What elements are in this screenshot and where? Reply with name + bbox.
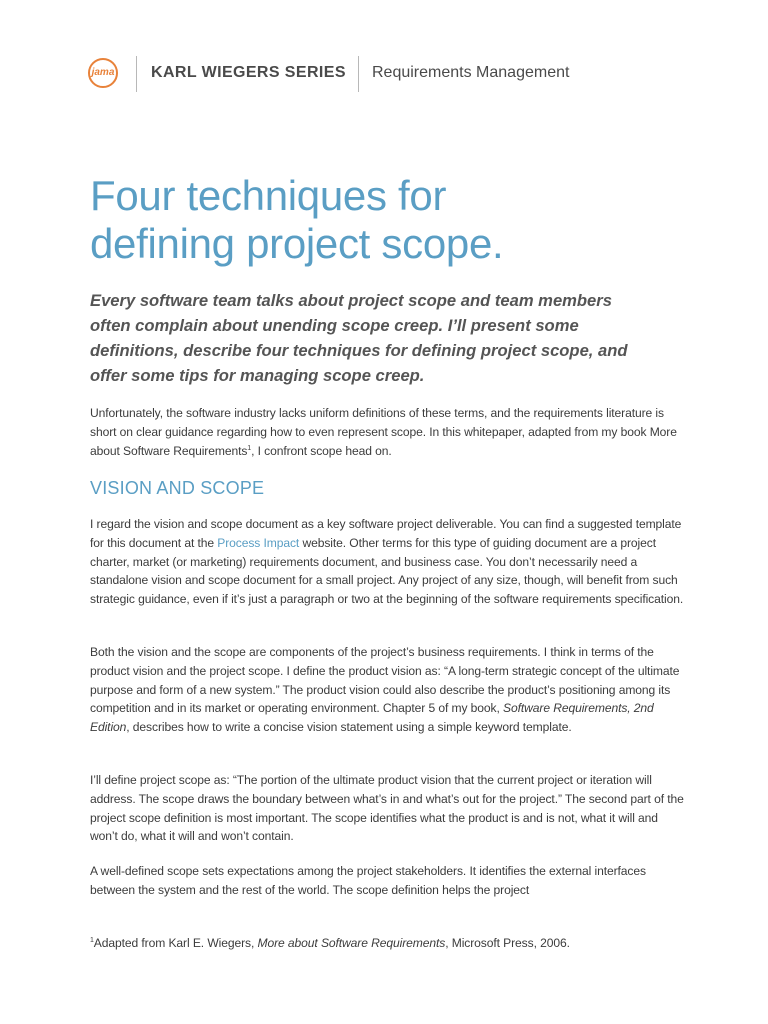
section-heading: VISION AND SCOPE xyxy=(90,478,265,498)
paragraph-text: Unfortunately, the software industry lacks uniform definitions of these terms, and the requirements literature is short on clear guidance regarding how to even represent scope. In this whitepaper, adapted from my book More about Software Requirements xyxy=(90,406,677,458)
paragraph-text: , I confront scope head on. xyxy=(251,443,392,458)
paragraph-text: website. Other terms for this type of guiding document are a project charter, market (or marketing) requirements document, and business case. You don’t necessarily need a standalone vision and scope document for a small project. Any project of any size, though, will benefit from such strategic guidance, even if it’s just a paragraph or two at the beginning of the software requirements specification. xyxy=(90,535,684,607)
paragraph-text: I regard the vision and scope document as a key software project deliverable. You can find a suggested template for this document at the xyxy=(90,517,682,550)
body-paragraph xyxy=(90,515,686,609)
footnote xyxy=(90,934,686,953)
page-title xyxy=(90,172,690,268)
footnote-text: Adapted from Karl E. Wiegers, xyxy=(93,936,258,950)
header-divider xyxy=(358,56,359,92)
body-paragraph xyxy=(90,643,686,737)
footnote-marker: 1 xyxy=(247,444,252,452)
process-impact-link[interactable]: Process Impact xyxy=(217,535,300,550)
series-name: KARL WIEGERS SERIES xyxy=(151,64,346,81)
footnote-marker: 1 xyxy=(90,937,94,944)
book-title: More about Software Requirements xyxy=(257,936,446,950)
jama-logo-icon: jama xyxy=(88,58,118,88)
paragraph-text: , describes how to write a concise vision statement using a simple keyword template. xyxy=(126,720,572,735)
paragraph-text: Both the vision and the scope are components of the project’s business requirements. I think in terms of the product vision and the project scope. I define the product vision as: “A long-term strategic concept of the ultimate purpose and form of a new system.” The product vision could also describe the product’s positioning among its competition and in its market or operating environment. Chapter 5 of my book, xyxy=(90,645,680,716)
footnote-text: , Microsoft Press, 2006. xyxy=(445,936,570,950)
intro-paragraph xyxy=(90,404,686,460)
title-line: defining project scope. xyxy=(90,220,504,267)
body-paragraph: A well-defined scope sets expectations among the project stakeholders. It identifies the external interfaces between the system and the rest of the world. The scope definition helps the project xyxy=(90,864,646,897)
book-title: Software Requirements, 2nd Edition xyxy=(90,701,654,735)
title-line: Four techniques for xyxy=(90,172,447,219)
header-divider xyxy=(136,56,137,92)
series-subject: Requirements Management xyxy=(372,64,570,81)
body-paragraph: I’ll define project scope as: “The portion of the ultimate product vision that the current project or iteration will address. The scope draws the boundary between what’s in and what’s out for the project.” The second part of the project scope definition is most important. The scope identifies what the product is and is not, what it will and won’t do, what it will and won’t contain. xyxy=(90,773,684,844)
series-header xyxy=(88,56,688,94)
lede-paragraph: Every software team talks about project scope and team members often complain about unending scope creep. I’ll present some definitions, describe four techniques for defining project scope, and offer some tips for managing scope creep. xyxy=(90,291,628,385)
